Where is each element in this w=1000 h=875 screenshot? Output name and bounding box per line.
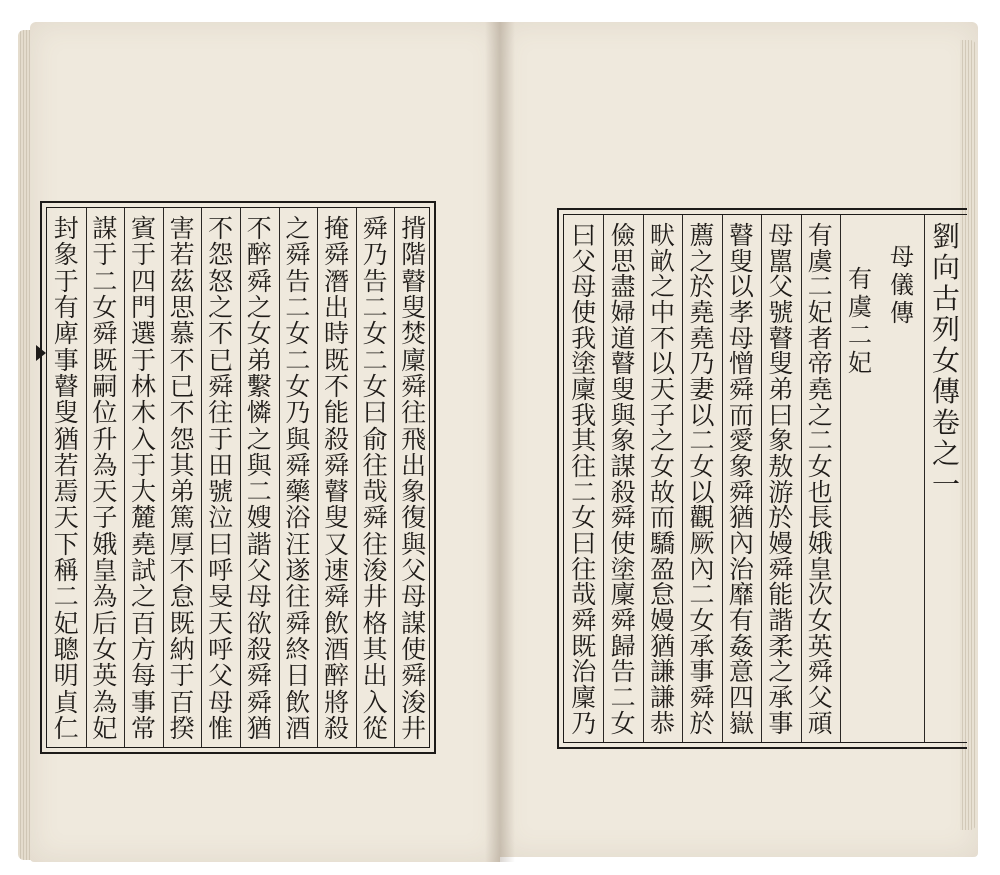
column-rule: [924, 215, 925, 742]
section-heading: 母 儀 傳: [890, 243, 914, 327]
chapter-heading: 有 虞 二 妃: [848, 265, 872, 377]
left-text-column: 封 象 于 有 庳 事 瞽 叟 猶 若 焉 天 下 稱 二 妃 聰 明 貞 仁: [53, 214, 79, 743]
left-text-column: 之 舜 告 二 女 二 女 乃 與 舜 藥 浴 汪 遂 往 舜 終 日 飲 酒: [285, 214, 311, 743]
left-text-column: 舜 乃 告 二 女 二 女 曰 俞 往 哉 舜 往 浚 井 格 其 出 入 從: [362, 214, 388, 743]
left-text-frame: [40, 201, 436, 754]
column-rule: [394, 208, 395, 747]
right-text-column: 母 嚚 父 號 瞽 叟 弟 曰 象 敖 游 於 嫚 舜 能 諧 柔 之 承 事: [768, 221, 794, 738]
right-text-column: 曰 父 母 使 我 塗 廩 我 其 往 二 女 曰 往 哉 舜 既 治 廩 乃: [571, 221, 597, 738]
left-text-column: 揹 階 瞽 叟 焚 廩 舜 往 飛 出 象 復 與 父 母 謀 使 舜 浚 井: [401, 214, 427, 743]
column-rule: [801, 215, 802, 742]
left-text-column: 謀 于 二 女 舜 既 嗣 位 升 為 天 子 娥 皇 為 后 女 英 為 妃: [92, 214, 118, 743]
column-rule: [722, 215, 723, 742]
column-rule: [279, 208, 280, 747]
column-rule: [643, 215, 644, 742]
column-rule: [240, 208, 241, 747]
column-rule: [163, 208, 164, 747]
book-title-column: 劉 向 古 列 女 傳 卷 之 一: [931, 220, 960, 501]
column-rule: [356, 208, 357, 747]
column-rule: [317, 208, 318, 747]
right-text-column: 儉 思 盡 婦 道 瞽 叟 與 象 謀 殺 舜 使 塗 廩 舜 歸 告 二 女: [610, 221, 636, 738]
right-text-column: 薦 之 於 堯 堯 乃 妻 以 二 女 以 觀 厥 內 二 女 承 事 舜 於: [689, 221, 715, 738]
column-rule: [86, 208, 87, 747]
column-rule: [840, 215, 841, 742]
column-rule: [201, 208, 202, 747]
right-text-column: 有 虞 二 妃 者 帝 堯 之 二 女 也 長 娥 皇 次 女 英 舜 父 頑: [807, 221, 833, 738]
left-text-column: 害 若 茲 思 慕 不 已 不 怨 其 弟 篤 厚 不 怠 既 納 于 百 揆: [169, 214, 195, 743]
column-rule: [761, 215, 762, 742]
column-rule: [124, 208, 125, 747]
left-text-column: 不 醉 舜 之 女 弟 繫 憐 之 與 二 嫂 諧 父 母 欲 殺 舜 舜 猶: [246, 214, 272, 743]
left-text-column: 掩 舜 潛 出 時 既 不 能 殺 舜 瞽 叟 又 速 舜 飲 酒 醉 將 殺: [323, 214, 349, 743]
left-text-column: 不 怨 怒 之 不 已 舜 往 于 田 號 泣 曰 呼 旻 天 呼 父 母 惟: [208, 214, 234, 743]
right-text-frame: [557, 208, 967, 749]
left-text-column: 賓 于 四 門 選 于 林 木 入 于 大 麓 堯 試 之 百 方 每 事 常: [130, 214, 156, 743]
left-text-block: [46, 207, 430, 748]
column-rule: [682, 215, 683, 742]
column-rule: [603, 215, 604, 742]
right-text-column: 瞽 叟 以 孝 母 憎 舜 而 愛 象 舜 猶 內 治 靡 有 姦 意 四 嶽: [728, 221, 754, 738]
right-text-block: [563, 214, 967, 743]
right-text-column: 畎 畝 之 中 不 以 天 子 之 女 故 而 驕 盈 怠 嫚 猶 謙 謙 恭: [650, 221, 676, 738]
book-gutter: [485, 22, 515, 862]
heading-area: [840, 215, 924, 742]
